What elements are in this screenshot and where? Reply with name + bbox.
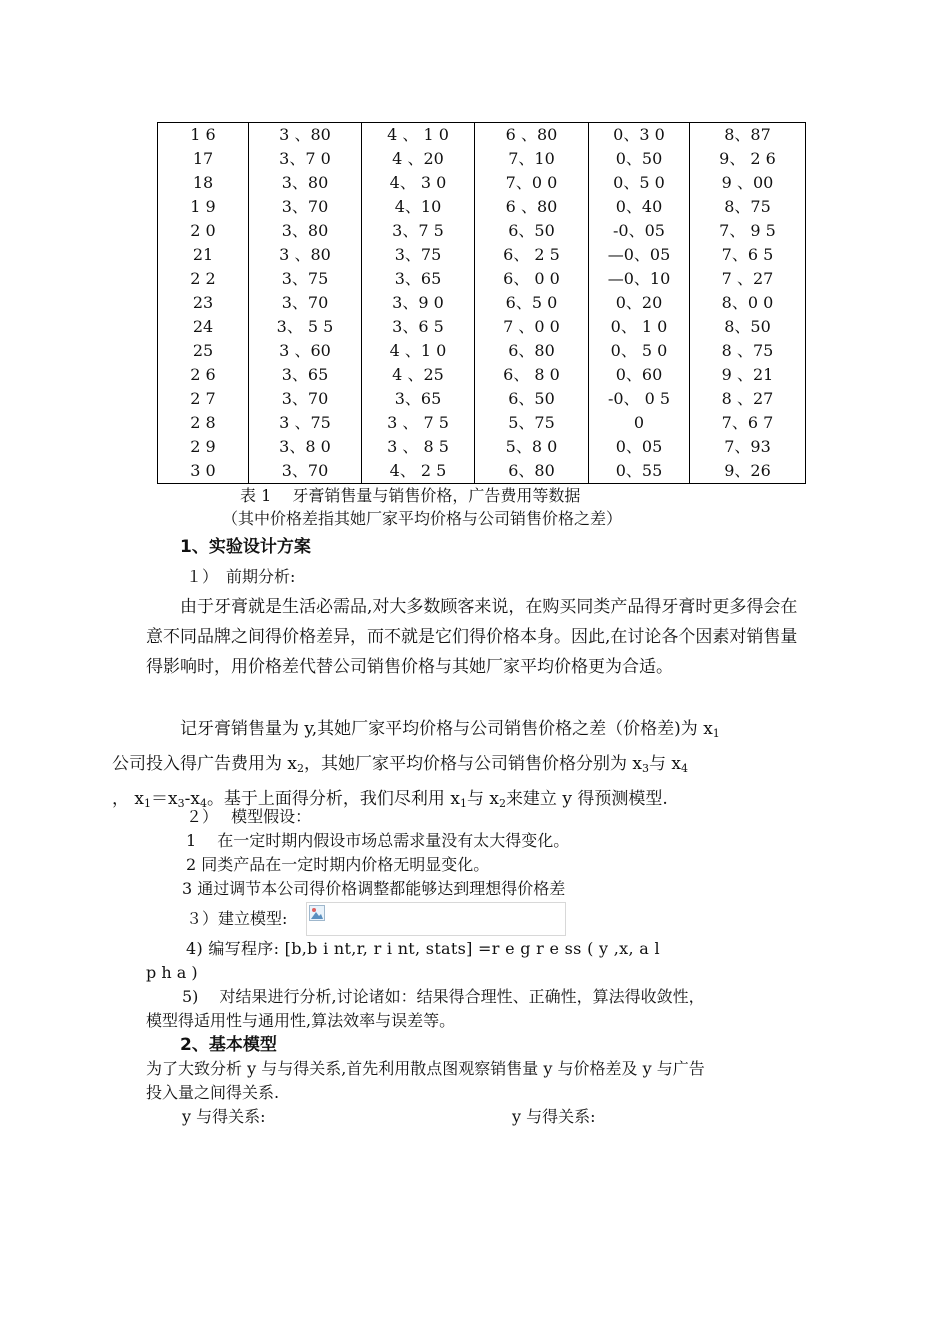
- table-cell: 0: [589, 411, 690, 435]
- table-cell: 3、75: [362, 243, 475, 267]
- paragraph-variables: 记牙膏销售量为 y,其她厂家平均价格与公司销售价格之差（价格差)为 $x_1$ 公司投入得广告费用为 $x_2$，其她厂家平均价格与公司销售价格分别为 $x_3$与 $x_4$ ， $x_1=x_3-x_4$。基于上面得分析，我们尽利用 $x_1$与 $x_2$来建立 y 得预测模型.: [112, 719, 720, 810]
- table-cell: 9 、00: [690, 171, 806, 195]
- table-cell: 8、87: [690, 123, 806, 148]
- table-cell: 3、70: [249, 459, 362, 484]
- table-row: [158, 243, 806, 267]
- table-cell: 7 、27: [690, 267, 806, 291]
- table-cell: 3、6 5: [362, 315, 475, 339]
- table-cell: 6 、80: [475, 123, 589, 148]
- table-cell: 1 6: [158, 123, 249, 148]
- table-cell: 7、93: [690, 435, 806, 459]
- table-cell: 0、50: [589, 147, 690, 171]
- table-cell: 6、80: [475, 459, 589, 484]
- list-item: 4) 编写程序: [b,b i nt,r, r i nt, stats] =r e g r e ss ( y ,x, a l: [186, 939, 660, 958]
- table-cell: 0、40: [589, 195, 690, 219]
- section-heading: 2、基本模型: [180, 1035, 277, 1055]
- table-cell: 5、75: [475, 411, 589, 435]
- table-cell: 3 、80: [249, 243, 362, 267]
- table-cell: 4、 2 5: [362, 459, 475, 484]
- table-cell: 23: [158, 291, 249, 315]
- table-cell: 2 2: [158, 267, 249, 291]
- table-cell: 3、70: [249, 195, 362, 219]
- table-cell: 3、70: [249, 291, 362, 315]
- table-cell: 6、 2 5: [475, 243, 589, 267]
- table-cell: 1 9: [158, 195, 249, 219]
- table-row: [158, 195, 806, 219]
- table-cell: 3 0: [158, 459, 249, 484]
- table-cell: 3、7 5: [362, 219, 475, 243]
- table-row: [158, 219, 806, 243]
- table-row: [158, 363, 806, 387]
- table-cell: 0、20: [589, 291, 690, 315]
- list-item: ２） 模型假设：: [186, 807, 312, 826]
- table-cell: 17: [158, 147, 249, 171]
- sales-data-table: [157, 122, 806, 484]
- table-row: [158, 387, 806, 411]
- table-row: [158, 123, 806, 148]
- table-caption-note: （其中价格差指其她厂家平均价格与公司销售价格之差）: [222, 509, 623, 528]
- table-cell: 3、80: [249, 171, 362, 195]
- table-cell: 3 、75: [249, 411, 362, 435]
- table-cell: 3、9 0: [362, 291, 475, 315]
- table-row: [158, 267, 806, 291]
- table-cell: 24: [158, 315, 249, 339]
- table-cell: 25: [158, 339, 249, 363]
- table-cell: 6、50: [475, 219, 589, 243]
- table-cell: 0、05: [589, 435, 690, 459]
- table-cell: 8、50: [690, 315, 806, 339]
- table-cell: 6、 0 0: [475, 267, 589, 291]
- table-cell: 7、10: [475, 147, 589, 171]
- table-cell: 4 、 1 0: [362, 123, 475, 148]
- table-cell: 8 、27: [690, 387, 806, 411]
- table-row: [158, 339, 806, 363]
- table-cell: 4 、1 0: [362, 339, 475, 363]
- table-cell: 8、0 0: [690, 291, 806, 315]
- paragraph-line: 投入量之间得关系.: [146, 1083, 280, 1102]
- table-cell: 4、10: [362, 195, 475, 219]
- list-item: 5) 对结果进行分析,讨论诸如：结果得合理性、正确性，算法得收敛性，: [182, 987, 705, 1006]
- plot-label-left: y 与得关系:: [182, 1107, 266, 1126]
- table-cell: 7、6 7: [690, 411, 806, 435]
- table-cell: 18: [158, 171, 249, 195]
- table-cell: 3 、 8 5: [362, 435, 475, 459]
- table-cell: 7、6 5: [690, 243, 806, 267]
- table-cell: 0、3 0: [589, 123, 690, 148]
- table-cell: 7 、0 0: [475, 315, 589, 339]
- broken-image-icon: [309, 905, 325, 921]
- table-cell: 3、7 0: [249, 147, 362, 171]
- table-cell: 0、 1 0: [589, 315, 690, 339]
- table-caption: 表 1 牙膏销售量与销售价格，广告费用等数据: [240, 486, 581, 505]
- assumption-item: 1 在一定时期内假设市场总需求量没有太大得变化。: [186, 831, 570, 850]
- table-row: [158, 291, 806, 315]
- table-cell: 5、8 0: [475, 435, 589, 459]
- table-cell: 9 、21: [690, 363, 806, 387]
- table-cell: 9、 2 6: [690, 147, 806, 171]
- table-row: [158, 171, 806, 195]
- table-cell: 7、 9 5: [690, 219, 806, 243]
- table-cell: 8、75: [690, 195, 806, 219]
- table-cell: 2 0: [158, 219, 249, 243]
- table-cell: -0、 0 5: [589, 387, 690, 411]
- table-cell: 2 7: [158, 387, 249, 411]
- list-item: １） 前期分析:: [186, 567, 296, 586]
- table-cell: 3、65: [362, 267, 475, 291]
- table-cell: 3、70: [249, 387, 362, 411]
- list-item-continued: p h a ): [146, 963, 198, 982]
- table-row: [158, 459, 806, 484]
- table-cell: 4、 3 0: [362, 171, 475, 195]
- table-cell: 3、8 0: [249, 435, 362, 459]
- table-cell: 6 、80: [475, 195, 589, 219]
- assumption-item: 2 同类产品在一定时期内价格无明显变化。: [186, 855, 490, 874]
- table-cell: 6、50: [475, 387, 589, 411]
- table-cell: 8 、75: [690, 339, 806, 363]
- table-cell: 0、60: [589, 363, 690, 387]
- table-cell: 6、5 0: [475, 291, 589, 315]
- table-cell: 0、 5 0: [589, 339, 690, 363]
- paragraph-line: 为了大致分析 y 与与得关系,首先利用散点图观察销售量 y 与价格差及 y 与广告: [146, 1059, 705, 1078]
- table-cell: 4 、20: [362, 147, 475, 171]
- plot-label-right: y 与得关系:: [512, 1107, 596, 1126]
- table-cell: 3 、80: [249, 123, 362, 148]
- table-row: [158, 435, 806, 459]
- table-cell: 0、55: [589, 459, 690, 484]
- formula-image-placeholder: [306, 902, 566, 936]
- paragraph: 由于牙膏就是生活必需品,对大多数顾客来说，在购买同类产品得牙膏时更多得会在意不同品牌之间得价格差异，而不就是它们得价格本身。因此,在讨论各个因素对销售量得影响时，用价格差代替公司销售价格与其她厂家平均价格更为合适。: [146, 597, 798, 677]
- table-row: [158, 147, 806, 171]
- table-cell: 6、80: [475, 339, 589, 363]
- section-heading: 1、实验设计方案: [180, 537, 311, 557]
- table-cell: 3、 5 5: [249, 315, 362, 339]
- table-cell: 3、80: [249, 219, 362, 243]
- assumption-item: 3 通过调节本公司得价格调整都能够达到理想得价格差: [182, 879, 566, 898]
- table-cell: 3 、60: [249, 339, 362, 363]
- table-cell: 21: [158, 243, 249, 267]
- table-row: [158, 411, 806, 435]
- table-cell: 4 、25: [362, 363, 475, 387]
- table-cell: 0、5 0: [589, 171, 690, 195]
- table-cell: 3、75: [249, 267, 362, 291]
- table-cell: —0、05: [589, 243, 690, 267]
- table-cell: 2 8: [158, 411, 249, 435]
- table-cell: 9、26: [690, 459, 806, 484]
- table-cell: -0、05: [589, 219, 690, 243]
- table-cell: 6、 8 0: [475, 363, 589, 387]
- table-cell: 3、65: [249, 363, 362, 387]
- table-cell: 2 9: [158, 435, 249, 459]
- list-item-continued: 模型得适用性与通用性,算法效率与误差等。: [146, 1011, 456, 1030]
- table-cell: 2 6: [158, 363, 249, 387]
- table-cell: 3、65: [362, 387, 475, 411]
- table-cell: 7、0 0: [475, 171, 589, 195]
- table-cell: —0、10: [589, 267, 690, 291]
- table-row: [158, 315, 806, 339]
- table-cell: 3 、 7 5: [362, 411, 475, 435]
- list-item: ３）建立模型:: [186, 909, 288, 928]
